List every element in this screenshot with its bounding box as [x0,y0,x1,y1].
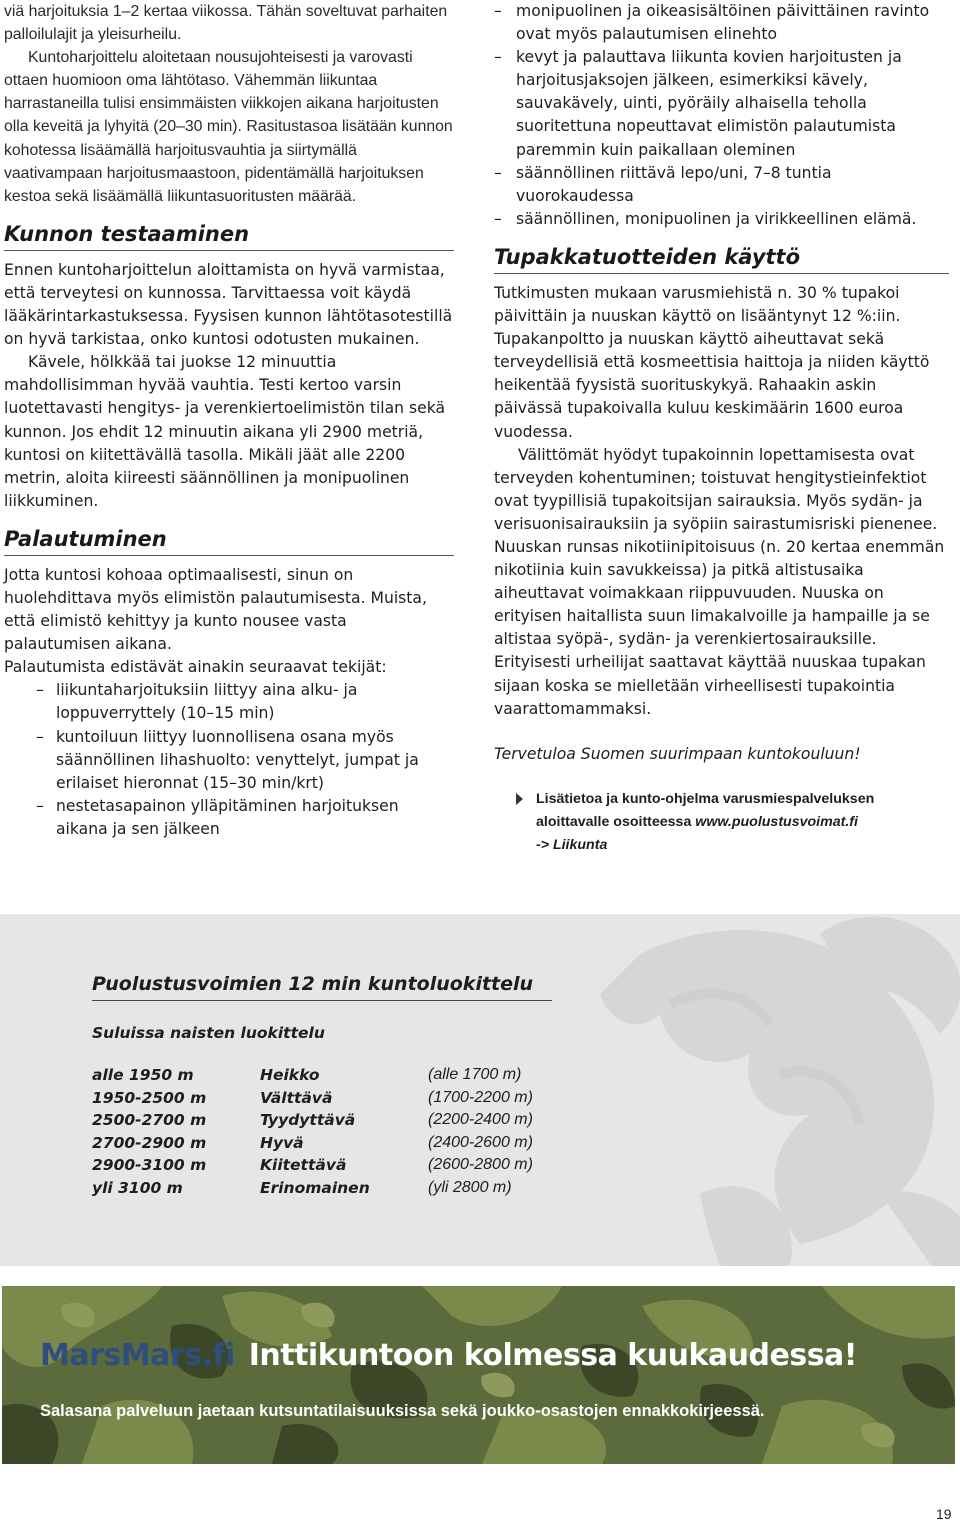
camouflage-pattern-icon [2,1286,955,1464]
fitness-classification-box [0,914,960,1266]
rating-cell: Välttävä [260,1088,333,1107]
ratings-row [92,1089,592,1112]
left-column [4,0,454,841]
list-item: – nestetasapainon ylläpitäminen harjoituksen aikana ja sen jälkeen [4,795,454,841]
heading-tupakkatuotteiden-kaytto: Tupakkatuotteiden käyttö [494,243,949,274]
body-paragraph: Jotta kuntosi kohoaa optimaalisesti, sinun on huolehdittava myös elimistön palautumisesta. Muista, että elimistö kehittyy ja kunto nousee vasta palautumisen aikana. [4,565,427,654]
banner-slogan: Inttikuntoon kolmessa kuukaudessa! [248,1338,857,1373]
intro-paragraph: viä harjoituksia 1–2 kertaa viikossa. Tähän soveltuvat parhaiten palloilulajit ja yleisurheilu. [4,3,448,44]
women-cell: (yli 2800 m) [428,1178,512,1196]
body-paragraph: Ennen kuntoharjoittelun aloittamista on hyvä varmistaa, että terveytesi on kunnossa. Tarvittaessa voit käydä lääkärintarkastuksessa. Fyysisen kunnon lähtötasotestillä on hyvä tarkistaa, onko kuntosi odotusten mukainen. [4,260,453,349]
distance-cell: yli 3100 m [92,1178,183,1197]
fitness-box-subtitle: Suluissa naisten luokittelu [92,1024,325,1042]
info-link-block [494,788,949,857]
banner-headline [40,1338,857,1373]
page-number: 19 [936,1506,952,1522]
distance-cell: alle 1950 m [92,1066,194,1084]
brand-name: MarsMars.fi [40,1338,235,1373]
body-paragraph: Välittömät hyödyt tupakoinnin lopettamisesta ovat terveyden kohentuminen; toistuvat hengitystieinfektiot ovat tyypillisiä tupakoitsijan sairauksia. Myös sydän- ja verisuonisairauksiin ja syöpiin sairastumisriski pienenee. Nuuskan runsas nikotiinipitoisuus (n. 20 kertaa enemmän nikotiinia kuin savukkeissa) ja pitkä altistusaika aiheuttavat voimakkaan riippuvuuden. Nuuska on erityisen haitallista suun limakalvoille ja hampaille ja se altistaa syöpä-, sydän- ja verenkiertosairauksille. Erityisesti urheilijat saattavat käyttää nuuskaa tupakan sijaan koska se mielletään virheellisesti tupakointia vaarattomammaksi. [494,445,945,718]
distance-cell: 1950-2500 m [92,1088,207,1107]
women-cell: (alle 1700 m) [428,1066,522,1083]
banner-subline: Salasana palveluun jaetaan kutsuntatilaisuuksissa sekä joukko-osastojen ennakkokirjeessä. [40,1402,765,1420]
rating-cell: Heikko [260,1066,320,1084]
ratings-row [92,1179,592,1202]
women-cell: (1700-2200 m) [428,1088,533,1106]
list-item: – kuntoiluun liittyy luonnollisena osana myös säännöllinen lihashuolto: venyttelyt, jumpat ja erilaiset hieronnat (15–30 min/krt) [4,726,454,795]
body-paragraph: Tutkimusten mukaan varusmiehistä n. 30 % tupakoi päivittäin ja nuuskan käyttö on lisääntynyt 12 %:iin. Tupakanpoltto ja nuuskan käyttö aiheuttavat sekä terveydellisiä että kosmeettisia haittoja ja niiden käyttö heikentää fyysistä suorituskykyä. Rahaakin askin päivässä tupakoivalla kuluu keskimäärin 1600 euroa vuodessa. [494,283,930,441]
rating-cell: Tyydyttävä [260,1111,356,1129]
distance-cell: 2500-2700 m [92,1111,207,1129]
info-text: Lisätietoa ja kunto-ohjelma varusmiespalveluksen aloittavalle osoitteessa [536,790,875,830]
fitness-box-title: Puolustusvoimien 12 min kuntoluokittelu [92,970,552,1001]
women-cell: (2200-2400 m) [428,1111,533,1128]
list-item: – kevyt ja palauttava liikunta kovien harjoitusten ja harjoitusjaksojen jälkeen, esimerkiksi kävely, sauvakävely, uinti, pyöräily alhaisella teholla suoritettuna nopeuttavat elimistön palautumista paremmin kuin paikallaan oleminen [494,46,949,161]
recovery-list-continued [494,0,949,231]
rating-cell: Hyvä [260,1133,304,1152]
ratings-table [92,1066,592,1201]
info-url-link[interactable]: www.puolustusvoimat.fi [695,813,858,830]
body-paragraph: Palautumista edistävät ainakin seuraavat tekijät: [4,658,387,677]
rating-cell: Erinomainen [260,1178,370,1197]
list-item: – monipuolinen ja oikeasisältöinen päivittäinen ravinto ovat myös palautumisen elinehto [494,0,949,46]
women-cell: (2400-2600 m) [428,1133,533,1151]
distance-cell: 2700-2900 m [92,1133,207,1152]
right-column [494,0,949,857]
ratings-row [92,1156,592,1179]
recovery-list [4,679,454,841]
marsmars-banner[interactable] [2,1286,955,1464]
triangle-arrow-icon [516,793,523,805]
women-cell: (2600-2800 m) [428,1156,533,1173]
intro-paragraph: Kuntoharjoittelu aloitetaan nousujohteisesti ja varovasti ottaen huomioon oma lähtötaso. Vähemmän liikuntaa harrastaneilla tulisi ensimmäisten viikkojen aikana harjoitusten olla keveitä ja lyhyitä (20–30 min). Rasitustasoa lisätään kunnon kohotessa lisäämällä harjoitusvauhtia ja siirtymällä vaativampaan harjoitusmaastoon, pidentämällä harjoituksen kestoa sekä lisäämällä liikuntasuoritusten määrää. [4,49,453,205]
ratings-row [92,1111,592,1134]
list-item: – säännöllinen riittävä lepo/uni, 7–8 tuntia vuorokaudessa [494,162,949,208]
distance-cell: 2900-3100 m [92,1156,207,1174]
list-item: – liikuntaharjoituksiin liittyy aina alku- ja loppuverryttely (10–15 min) [4,679,454,725]
welcome-line: Tervetuloa Suomen suurimpaan kuntokouluun! [494,744,861,763]
ratings-row [92,1134,592,1157]
heading-kunnon-testaaminen: Kunnon testaaminen [4,220,454,251]
rating-cell: Kiitettävä [260,1156,347,1174]
body-paragraph: Kävele, hölkkää tai juokse 12 minuuttia mahdollisimman hyvää vauhtia. Testi kertoo varsin luotettavasti hengitys- ja verenkiertoelimistön tilan sekä kunnon. Jos ehdit 12 minuutin aikana yli 2900 metriä, kuntosi on kiitettävällä tasolla. Mikäli jäät alle 2200 metrin, aloita kiireesti säännöllinen ja monipuolinen liikkuminen. [4,353,446,510]
info-tail: -> Liikunta [536,836,608,853]
list-item: – säännöllinen, monipuolinen ja virikkeellinen elämä. [494,208,949,231]
heading-palautuminen: Palautuminen [4,525,454,556]
ratings-row [92,1066,592,1089]
